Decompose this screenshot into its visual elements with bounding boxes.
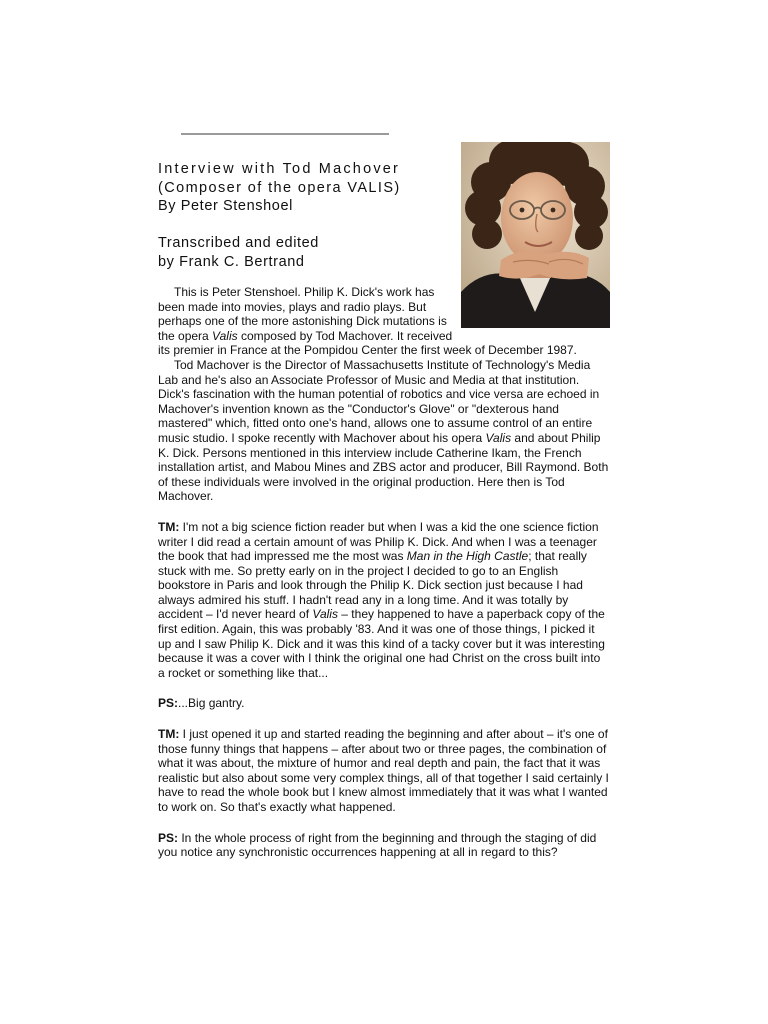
speaker-label: PS: — [158, 830, 179, 845]
byline: By Peter Stenshoel — [158, 198, 293, 214]
dialogue-turn-2: PS:...Big gantry. — [158, 696, 245, 711]
dialogue-turn-3: TM: I just opened it up and started reading the beginning and after about – it's one of those funny things that happens – after about two or three pages, the combination of what it was about, the mixture of humor and real depth and pain, the fact that it was realistic but also about some very complex things, all of that together I said certainly I have to read the whole book but I knew almost immediately that it was what I wanted to work on. So that's exactly what happened. — [158, 727, 609, 814]
speaker-label: PS: — [158, 696, 179, 711]
credit-line-1: Transcribed and edited — [158, 235, 319, 251]
article-body — [158, 285, 610, 860]
credit-line-2: by Frank C. Bertrand — [158, 253, 305, 270]
dialogue-turn-4: PS: In the whole process of right from the beginning and through the staging of did you notice any synchronistic occurrences happening at all in regard to this? — [158, 830, 597, 860]
article-heading — [158, 160, 458, 271]
speaker-label: TM: — [158, 727, 180, 742]
title-valis: Valis — [312, 607, 338, 622]
header-rule — [181, 133, 389, 135]
title-valis: Valis — [485, 430, 512, 445]
article-subtitle: (Composer of the opera VALIS) — [158, 179, 401, 196]
intro-paragraph-2: Tod Machover is the Director of Massachusetts Institute of Technology's Media Lab and he's also an Associate Professor of Music and Media at that institution. Dick's fascination with the human potential of robotics and vice versa are echoed in Machover's invention known as the "Conductor's Glove" or "dexterous hand mastered" which, fitted onto one's hand, allows one to assume control of an entire music studio. I spoke recently with Machover about his opera Valis and about Philip K. Dick. Persons mentioned in this interview include Catherine Ikam, the French installation artist, and Mabou Mines and ZBS actor and producer, Bill Raymond. Both of these individuals were involved in the original production. Here then is Tod Machover. — [158, 357, 609, 504]
article-title: Interview with Tod Machover — [158, 161, 401, 177]
title-valis: Valis — [212, 328, 238, 343]
intro-paragraph-1: This is Peter Stenshoel. Philip K. Dick's work has been made into movies, plays and radio plays. But perhaps one of the more astonishing Dick mutations is the opera Valis composed by Tod Machover. It received its premier in France at the Pompidou Center the first week of December 1987. — [158, 285, 577, 358]
title-man-in-high-castle: Man in the High Castle — [406, 549, 529, 564]
dialogue-turn-1: TM: I'm not a big science fiction reader but when I was a kid the one science fiction writer I did read a certain amount of was Philip K. Dick. And when I was a teenager the book that had impressed me the most was Man in the High Castle; that really stuck with me. So pretty early on in the project I decided to go to an English bookstore in Paris and look through the Philip K. Dick section just because I had always admired his stuff. I hadn't read any in a long time. And it was totally by accident – I'd never heard of Valis – they happened to have a paperback copy of the first edition. Again, this was probably '83. And it was one of those things, I picked it up and I saw Philip K. Dick and it was this kind of a tacky cover but it was interesting because it was a cover with I think the original one had Christ on the cross built into a rocket or something like that... — [158, 519, 605, 680]
speaker-label: TM: — [158, 519, 180, 534]
